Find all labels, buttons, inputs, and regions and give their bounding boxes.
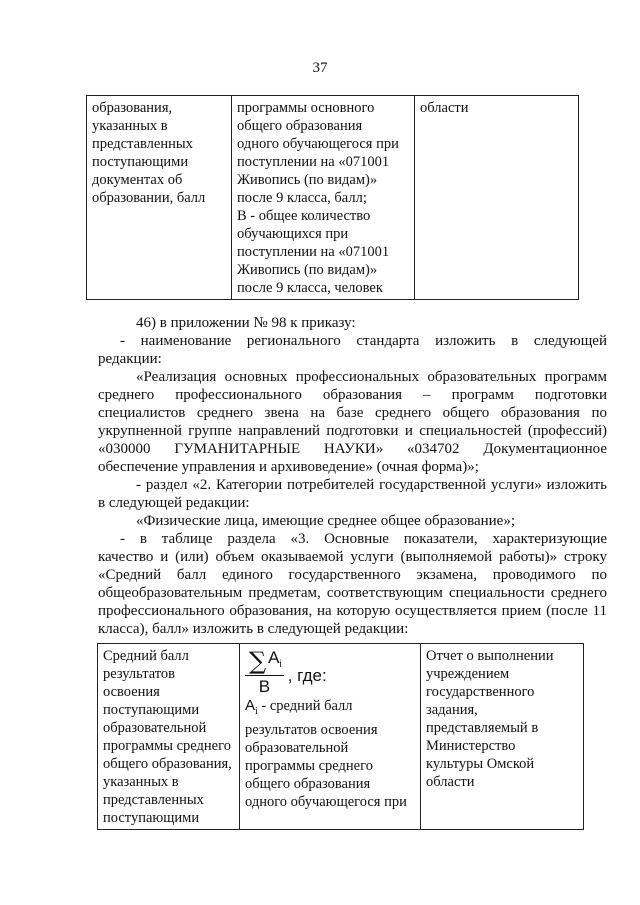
table-cell-formula bbox=[240, 644, 421, 830]
cell-line: общего образования bbox=[245, 776, 371, 792]
cell-line: Живопись (по видам)» bbox=[237, 172, 378, 188]
table-cell-indicator bbox=[87, 96, 232, 300]
paragraph-line: «030000 ГУМАНИТАРНЫЕ НАУКИ» «034702 Документационное bbox=[98, 441, 607, 457]
sum-formula bbox=[245, 649, 415, 697]
cell-line: образовательной bbox=[245, 740, 349, 756]
variable-a-letter: A bbox=[268, 647, 280, 667]
paragraph-line: укрупненной группе направлений подготовки и специальностей (профессий) bbox=[98, 423, 607, 439]
paragraph-line: профессионального образования, на которую осуществляется прием (после 11 bbox=[98, 603, 607, 619]
paragraph-line: - в таблице раздела «3. Основные показатели, характеризующие bbox=[120, 531, 607, 547]
cell-line: образования, bbox=[92, 100, 173, 116]
cell-line: образовании, балл bbox=[92, 190, 206, 206]
cell-line: учреждением bbox=[426, 666, 510, 682]
cell-line: образовательной bbox=[103, 720, 207, 736]
cell-line: представленных bbox=[92, 136, 193, 152]
page-number: 37 bbox=[312, 60, 328, 76]
cell-line: государственного bbox=[426, 684, 535, 700]
cell-line: поступающими bbox=[103, 702, 200, 718]
cell-line: освоения bbox=[103, 684, 160, 700]
paragraph-line: «Средний балл единого государственного экзамена, проводимого по bbox=[98, 567, 607, 583]
cell-line: культуры Омской bbox=[426, 756, 535, 772]
paragraph-line: обеспечение управления и архивоведение» (очная форма)»; bbox=[98, 459, 479, 475]
paragraph-line: качество и (или) объем оказываемой услуги (выполняемой работы)» строку bbox=[98, 549, 607, 565]
paragraph-line: «Реализация основных профессиональных образовательных программ bbox=[136, 369, 607, 385]
def-subscript: i bbox=[255, 706, 258, 717]
paragraph-line: специалистов среднего звена на базе среднего общего образования по bbox=[98, 405, 607, 421]
cell-line: В - общее количество bbox=[237, 208, 371, 224]
table-cell-source bbox=[421, 644, 584, 830]
cell-line: области bbox=[426, 774, 475, 790]
cell-line: после 9 класса, человек bbox=[237, 280, 383, 296]
cell-line: Средний балл bbox=[103, 648, 189, 664]
paragraph-line: - наименование регионального стандарта изложить в следующей bbox=[120, 333, 607, 349]
cell-line: документах об bbox=[92, 172, 183, 188]
cell-line: указанных в bbox=[92, 118, 168, 134]
fraction-numerator bbox=[245, 649, 284, 676]
variable-a bbox=[268, 649, 282, 674]
variable-a-subscript: i bbox=[279, 658, 282, 670]
cell-line: программы среднего bbox=[103, 738, 231, 754]
cell-line: поступающими bbox=[92, 154, 189, 170]
cell-line: одного обучающегося при bbox=[245, 794, 407, 810]
paragraph-line: - раздел «2. Категории потребителей государственной услуги» изложить bbox=[136, 477, 607, 493]
cell-line: общего образования, bbox=[103, 756, 232, 772]
cell-line: поступлении на «071001 bbox=[237, 244, 390, 260]
table-cell-formula bbox=[232, 96, 415, 300]
cell-line: области bbox=[420, 100, 469, 116]
cell-line: одного обучающегося при bbox=[237, 136, 399, 152]
cell-line: результатов освоения bbox=[245, 722, 378, 738]
cell-line: задания, bbox=[426, 702, 478, 718]
cell-line: указанных в bbox=[103, 774, 179, 790]
cell-line: Министерство bbox=[426, 738, 516, 754]
sigma-symbol: ∑ bbox=[249, 647, 267, 675]
paragraph-line: класса), балл» изложить в следующей редакции: bbox=[98, 621, 409, 637]
body-text bbox=[98, 314, 607, 638]
indicator-table-top bbox=[86, 95, 579, 300]
paragraph-line: общеобразовательным предметам, соответствующим специальности среднего bbox=[98, 585, 607, 601]
definition-line bbox=[245, 697, 415, 721]
def-text: - средний балл bbox=[257, 698, 353, 714]
cell-line: результатов bbox=[103, 666, 176, 682]
table-row bbox=[87, 96, 579, 300]
cell-line: программы основного bbox=[237, 100, 375, 116]
cell-line: представляемый в bbox=[426, 720, 539, 736]
cell-line: поступлении на «071001 bbox=[237, 154, 390, 170]
cell-line: после 9 класса, балл; bbox=[237, 190, 367, 206]
def-variable: A bbox=[245, 697, 256, 714]
fraction-denominator: B bbox=[258, 676, 271, 696]
paragraph-line: редакции: bbox=[98, 351, 162, 367]
cell-line: Живопись (по видам)» bbox=[237, 262, 378, 278]
cell-line: представленных bbox=[103, 792, 204, 808]
indicator-table-bottom bbox=[97, 643, 584, 830]
paragraph-line: 46) в приложении № 98 к приказу: bbox=[136, 315, 356, 331]
paragraph-line: среднего профессионального образования – программ подготовки bbox=[98, 387, 607, 403]
table-cell-source bbox=[415, 96, 579, 300]
cell-line: программы среднего bbox=[245, 758, 373, 774]
paragraph-line: в следующей редакции: bbox=[98, 495, 250, 511]
formula-suffix: , где: bbox=[287, 666, 327, 685]
paragraph-line: «Физические лица, имеющие среднее общее образование»; bbox=[136, 513, 515, 529]
table-cell-indicator bbox=[98, 644, 240, 830]
table-row bbox=[98, 644, 584, 830]
cell-line: общего образования bbox=[237, 118, 363, 134]
cell-line: Отчет о выполнении bbox=[426, 648, 554, 664]
fraction bbox=[245, 649, 284, 698]
cell-line: поступающими bbox=[103, 810, 200, 826]
cell-line: обучающихся при bbox=[237, 226, 349, 242]
